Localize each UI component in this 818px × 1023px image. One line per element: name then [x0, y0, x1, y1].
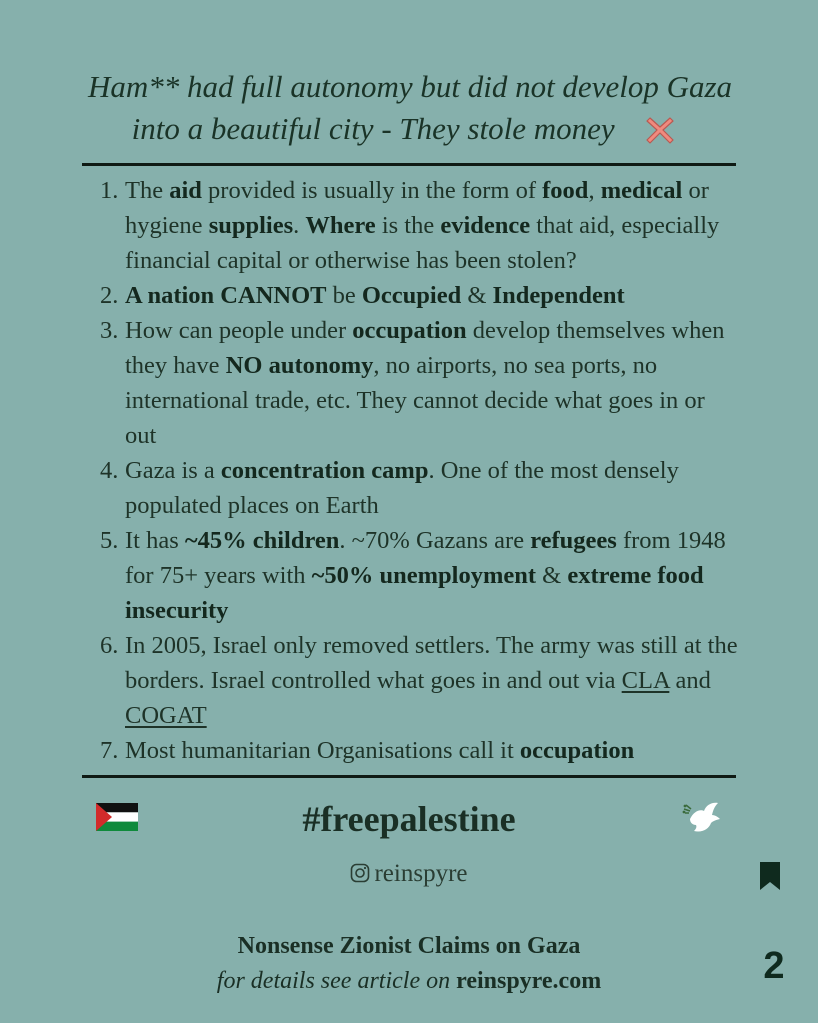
list-item-text: develop themselves when they have [125, 317, 725, 379]
cross-mark-icon [642, 112, 678, 148]
emphasis-text: supplies [208, 212, 294, 239]
list-item-text: and [669, 667, 711, 694]
list-item-number: 6. [100, 632, 119, 659]
top-divider [82, 163, 736, 166]
list-item [100, 453, 740, 523]
list-item-number: 5. [100, 527, 119, 554]
list-item-text: & [536, 562, 568, 589]
emphasis-text: NO autonomy [225, 352, 374, 379]
list-item [100, 313, 740, 453]
emphasis-text: A nation CANNOT [125, 282, 327, 309]
list-item-text: , no airports, no sea ports, no international trade, etc. They cannot decide what goes in or out [125, 352, 705, 449]
list-item-number: 7. [100, 737, 119, 764]
hashtag: #freepalestine [302, 799, 516, 839]
emphasis-text: occupation [519, 737, 635, 764]
headline-line-1: Ham** had full autonomy but did not develop Gaza [87, 69, 733, 104]
list-item-text: that aid, especially financial capital or otherwise has been stolen? [125, 212, 720, 274]
list-item-text: Gaza is a [125, 457, 221, 484]
instagram-handle[interactable] [0, 860, 818, 888]
page-number: 2 [763, 945, 785, 987]
list-item-text: provided is usually in the form of [201, 177, 543, 204]
list-item-text: from 1948 for 75+ years with [125, 527, 726, 589]
list-item-number: 1. [100, 177, 119, 204]
list-item-number: 4. [100, 457, 119, 484]
list-item-text: In 2005, Israel only removed settlers. The army was still at the borders. Israel controlled what goes in and out via [125, 632, 738, 694]
claims-list [100, 173, 740, 768]
emphasis-text: refugees [530, 527, 617, 554]
emphasis-text: evidence [440, 212, 531, 239]
footer-title: Nonsense Zionist Claims on Gaza [237, 933, 581, 959]
list-item [100, 733, 740, 768]
emphasis-text: Independent [492, 282, 625, 309]
emphasis-text: medical [600, 177, 683, 204]
list-item-text: is the [375, 212, 441, 239]
list-item-text: be [326, 282, 362, 309]
emphasis-text: ~45% children [184, 527, 340, 554]
list-item-text: , [588, 177, 601, 204]
link-cla[interactable]: CLA [621, 667, 670, 694]
list-item-text: Most humanitarian Organisations call it [125, 737, 520, 764]
list-item-text: . ~70% Gazans are [339, 527, 531, 554]
headline [60, 66, 760, 150]
list-item-text: & [461, 282, 493, 309]
link-cogat[interactable]: COGAT [125, 702, 207, 729]
emphasis-text: concentration camp [220, 457, 429, 484]
emphasis-text: ~50% unemployment [311, 562, 537, 589]
list-item [100, 628, 740, 733]
list-item-text: . One of the most densely populated places on Earth [125, 457, 679, 519]
list-item [100, 278, 740, 313]
list-item [100, 523, 740, 628]
list-item-text: It has [125, 527, 185, 554]
headline-line-2-wrap [132, 108, 689, 150]
bookmark-icon[interactable] [758, 862, 782, 890]
emphasis-text: occupation [352, 317, 467, 344]
emphasis-text: extreme food insecurity [125, 562, 704, 624]
emphasis-text: aid [169, 177, 202, 204]
emphasis-text: Where [305, 212, 376, 239]
list-item [100, 173, 740, 278]
list-item-number: 3. [100, 317, 119, 344]
list-item-text: or hygiene [125, 177, 709, 239]
emphasis-text: food [542, 177, 589, 204]
list-item-text: How can people under [125, 317, 353, 344]
dove-icon [682, 801, 724, 835]
handle-text: reinspyre [374, 860, 468, 887]
list-item-text: The [125, 177, 170, 204]
footer-site-link[interactable]: reinspyre.com [456, 968, 602, 994]
instagram-icon [350, 863, 370, 883]
list-item-number: 2. [100, 282, 119, 309]
emphasis-text: Occupied [361, 282, 462, 309]
footer-subtitle [0, 968, 818, 995]
headline-line-2: into a beautiful city - They stole money [131, 111, 615, 146]
list-item-text: . [293, 212, 306, 239]
footer-sub-italic: for details see article on [216, 968, 457, 994]
bottom-divider [82, 775, 736, 778]
